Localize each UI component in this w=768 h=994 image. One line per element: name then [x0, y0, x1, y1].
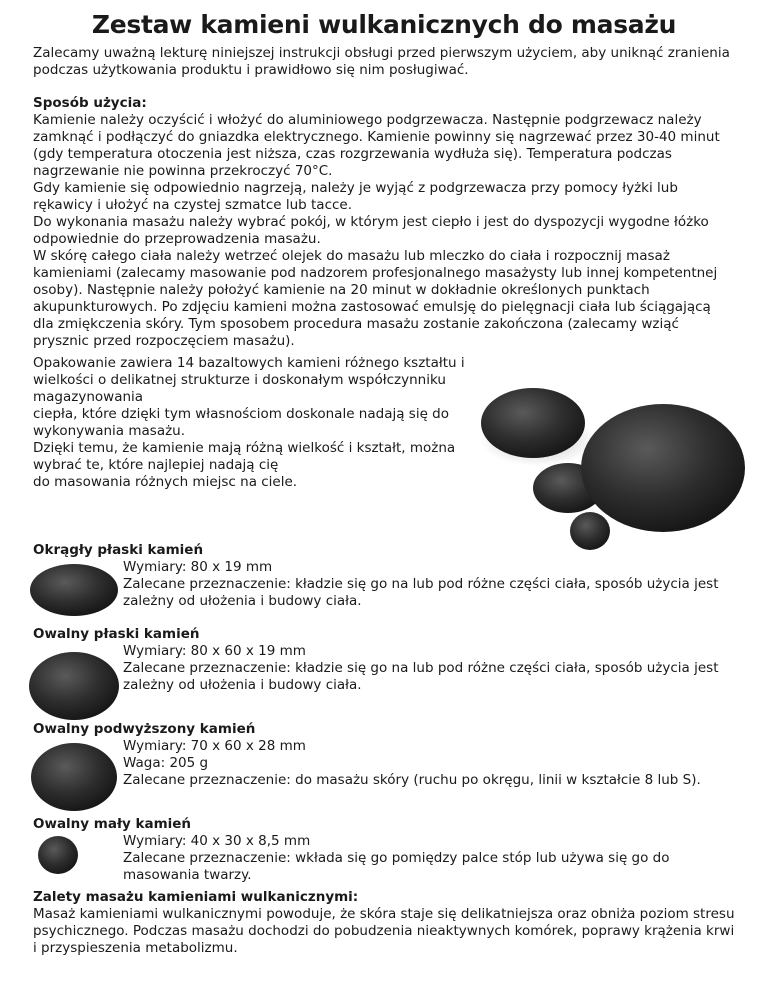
stone-details	[123, 738, 733, 789]
stone-detail-line: Zalecane przeznaczenie: do masażu skóry (ruchu po okręgu, linii w kształcie 8 lub S).	[123, 772, 701, 788]
stone-details	[123, 833, 733, 884]
usage-paragraph: Kamienie należy oczyścić i włożyć do aluminiowego podgrzewacza. Następnie podgrzewacz należy zamknąć i podłączyć do gniazdka elektrycznego. Kamienie powinny się nagrzewać przez 30-40 minut (gdy temperatura otoczenia jest niższa, czas rozgrzewania wydłuża się). Temperatura podczas nagrzewanie nie powinna przekroczyć 70°C.	[33, 112, 720, 179]
stone-section-oval-small	[33, 816, 733, 884]
stone-name: Owalny podwyższony kamień	[33, 721, 256, 737]
stone-detail-line: Wymiary: 70 x 60 x 28 mm	[123, 738, 306, 754]
advantages-heading: Zalety masażu kamieniami wulkanicznymi:	[33, 889, 359, 905]
stone-name: Owalny mały kamień	[33, 816, 192, 832]
advantages-text: Masaż kamieniami wulkanicznymi powoduje, że skóra staje się delikatniejsza oraz obniża poziom stresu psychicznego. Podczas masażu dochodzi do pobudzenia nieaktywnych komórek, poprawy krążenia krwi i przyspieszenia metabolizmu.	[33, 906, 735, 956]
usage-heading: Sposób użycia:	[33, 95, 147, 111]
package-line: do masowania różnych miejsc na ciele.	[33, 474, 298, 490]
stone-section-round-flat	[33, 542, 733, 610]
usage-paragraph: Gdy kamienie się odpowiednio nagrzeją, należy je wyjąć z podgrzewacza przy pomocy łyżki lub rękawicy i ułożyć na czystej szmatce lub tacce.	[33, 180, 678, 213]
stone-details	[123, 559, 733, 610]
stone-detail-line: Zalecane przeznaczenie: wkłada się go pomiędzy palce stóp lub używa się go do masowania twarzy.	[123, 850, 670, 883]
package-line: ciepła, które dzięki tym własnościom doskonale nadają się do wykonywania masażu.	[33, 406, 449, 439]
stone-detail-line: Wymiary: 40 x 30 x 8,5 mm	[123, 833, 311, 849]
stone-detail-line: Zalecane przeznaczenie: kładzie się go na lub pod różne części ciała, sposób użycia jest zależny od ułożenia i budowy ciała.	[123, 576, 719, 609]
oval-raised-stone-image	[30, 742, 118, 812]
stone-medium-oval	[481, 388, 585, 458]
stones-photo	[478, 378, 748, 558]
advantages-section	[33, 889, 738, 957]
usage-paragraph: W skórę całego ciała należy wetrzeć olejek do masażu lub mleczko do ciała i rozpocznij masaż kamieniami (zalecamy masowanie pod nadzorem profesjonalnego masażysty lub innej kompetentnej osoby). Następnie należy położyć kamienie na 20 minut w dokładnie określonych punktach akupunkturowych. Po zdjęciu kamieni można zastosować emulsję do pielęgnacji ciała lub ściągającą dla zmiękczenia skóry. Tym sposobem procedura masażu zostanie zakończona (zalecamy wziąć prysznic przed rozpoczęciem masażu).	[33, 248, 718, 349]
stone-section-oval-raised	[33, 721, 733, 789]
stone-section-oval-flat	[33, 626, 733, 694]
package-line: Opakowanie zawiera 14 bazaltowych kamieni różnego kształtu i wielkości o delikatnej strukturze i doskonałym współczynniku magazynowania	[33, 355, 465, 405]
stone-detail-line: Zalecane przeznaczenie: kładzie się go na lub pod różne części ciała, sposób użycia jest zależny od ułożenia i budowy ciała.	[123, 660, 719, 693]
stone-large-round	[581, 404, 745, 532]
stone-detail-line: Wymiary: 80 x 19 mm	[123, 559, 273, 575]
usage-section	[33, 95, 733, 350]
stone-detail-line: Wymiary: 80 x 60 x 19 mm	[123, 643, 306, 659]
package-description	[33, 355, 473, 491]
intro-paragraph: Zalecamy uważną lekturę niniejszej instrukcji obsługi przed pierwszym użyciem, aby uniknąć zranienia podczas użytkowania produktu i prawidłowo się nim posługiwać.	[33, 45, 730, 78]
oval-flat-stone-image	[28, 650, 120, 722]
oval-small-stone-image	[36, 834, 80, 876]
usage-paragraph: Do wykonania masażu należy wybrać pokój, w którym jest ciepło i jest do dyspozycji wygodne łóżko odpowiednie do przeprowadzenia masażu.	[33, 214, 709, 247]
stone-detail-line: Waga: 205 g	[123, 755, 209, 771]
stone-details	[123, 643, 733, 694]
round-flat-stone-image	[28, 562, 120, 618]
package-line: Dzięki temu, że kamienie mają różną wielkość i kształt, można wybrać te, które najlepiej nadają cię	[33, 440, 456, 473]
stone-name: Okrągły płaski kamień	[33, 542, 204, 558]
document-title: Zestaw kamieni wulkanicznych do masażu	[91, 10, 677, 39]
stone-name: Owalny płaski kamień	[33, 626, 200, 642]
